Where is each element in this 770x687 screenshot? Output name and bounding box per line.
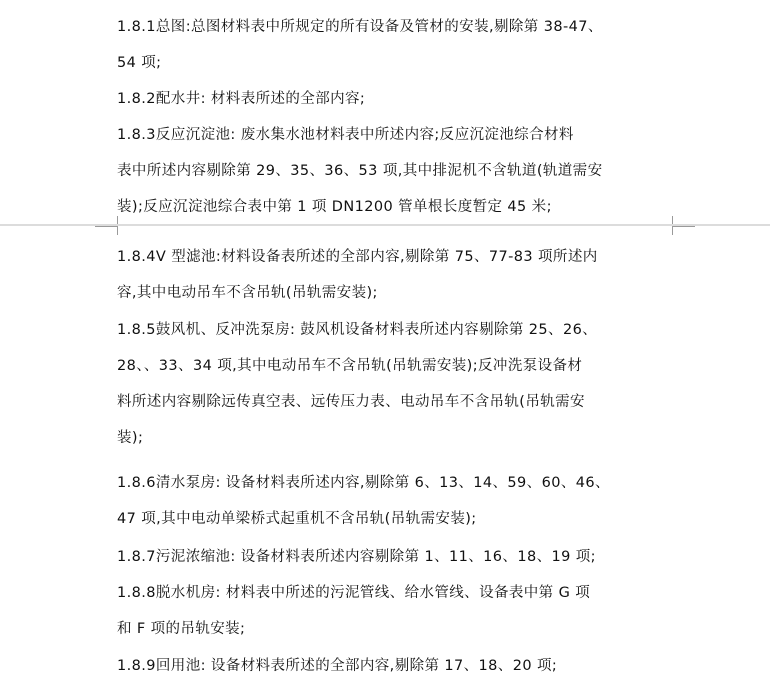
text-line: 1.8.1总图:总图材料表中所规定的所有设备及管材的安装,剔除第 38-47、 (117, 19, 603, 35)
text-line: 表中所述内容剔除第 29、35、36、53 项,其中排泥机不含轨道(轨道需安 (117, 163, 603, 179)
text-line: 1.8.7污泥浓缩池: 设备材料表所述内容剔除第 1、11、16、18、19 项; (117, 549, 596, 565)
text-line: 1.8.2配水井: 材料表所述的全部内容; (117, 91, 366, 107)
text-line: 47 项,其中电动单梁桥式起重机不含吊轨(吊轨需安装); (117, 511, 477, 527)
text-line: 54 项; (117, 55, 162, 71)
paragraph-1-8-2 (117, 81, 673, 117)
text-line: 1.8.8脱水机房: 材料表中所述的污泥管线、给水管线、设备表中第 G 项 (117, 585, 591, 601)
text-line: 料所述内容剔除远传真空表、远传压力表、电动吊车不含吊轨(吊轨需安 (117, 394, 585, 410)
text-line: 和 F 项的吊轨安装; (117, 621, 246, 637)
page-corner-mark (672, 226, 695, 235)
text-line: 1.8.9回用池: 设备材料表所述的全部内容,剔除第 17、18、20 项; (117, 658, 558, 674)
text-line: 1.8.6清水泵房: 设备材料表所述内容,剔除第 6、13、14、59、60、46、 (117, 475, 610, 491)
page-corner-mark (95, 226, 118, 235)
text-line: 装);反应沉淀池综合表中第 1 项 DN1200 管单根长度暂定 45 米; (117, 199, 552, 215)
paragraph-1-8-5 (117, 312, 673, 456)
paragraph-1-8-9 (117, 648, 673, 684)
text-line: 装); (117, 430, 144, 446)
text-line: 1.8.5鼓风机、反冲洗泵房: 鼓风机设备材料表所述内容剔除第 25、26、 (117, 322, 598, 338)
paragraph-1-8-1 (117, 9, 673, 81)
paragraph-1-8-8 (117, 575, 673, 647)
paragraph-1-8-3 (117, 117, 673, 225)
text-line: 容,其中电动吊车不含吊轨(吊轨需安装); (117, 285, 378, 301)
paragraph-1-8-4 (117, 239, 673, 311)
paragraph-1-8-6 (117, 465, 673, 537)
text-line: 1.8.3反应沉淀池: 废水集水池材料表中所述内容;反应沉淀池综合材料 (117, 127, 574, 143)
paragraph-1-8-7 (117, 539, 673, 575)
text-line: 1.8.4V 型滤池:材料设备表所述的全部内容,剔除第 75、77-83 项所述内 (117, 249, 598, 265)
text-line: 28、、33、34 项,其中电动吊车不含吊轨(吊轨需安装);反冲洗泵设备材 (117, 358, 583, 374)
